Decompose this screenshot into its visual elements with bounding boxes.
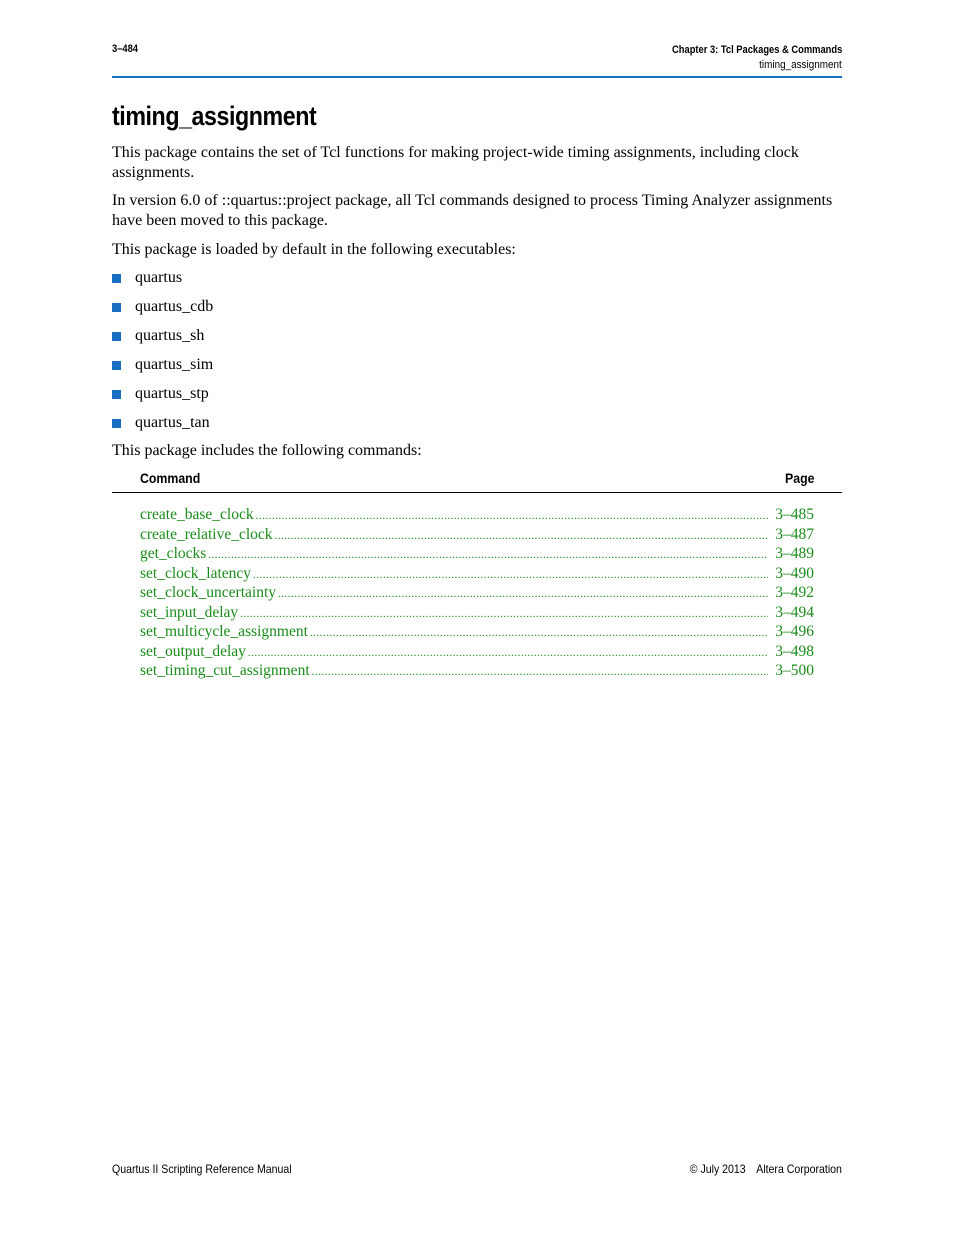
list-item-label: quartus (135, 269, 183, 286)
command-link[interactable]: get_clocks (140, 545, 207, 562)
intro-paragraph: This package contains the set of Tcl functions for making project-wide timing assignments, including clock assignments. (112, 144, 799, 181)
page-link[interactable]: 3–489 (775, 545, 814, 562)
command-link[interactable]: set_multicycle_assignment (140, 623, 308, 640)
table-row[interactable] (140, 564, 814, 584)
footer-company: Altera Corporation (756, 1162, 842, 1176)
list-item (112, 326, 204, 345)
command-link[interactable]: create_relative_clock (140, 525, 273, 543)
command-link[interactable]: set_clock_latency (140, 564, 252, 582)
footer-copyright (690, 1162, 842, 1176)
page-link[interactable]: 3–496 (775, 623, 814, 640)
list-item (112, 413, 210, 432)
table-row[interactable] (140, 544, 814, 564)
bullet-square-icon (112, 303, 121, 312)
page-number: 3–484 (112, 43, 139, 55)
command-link[interactable]: set_timing_cut_assignment (140, 662, 310, 679)
page-title: timing_assignment (112, 101, 317, 131)
list-item-label: quartus_cdb (135, 298, 214, 315)
footer-date: © July 2013 (689, 1162, 746, 1176)
page-link[interactable]: 3–500 (775, 662, 814, 679)
section-title: timing_assignment (759, 59, 842, 71)
bullet-square-icon (112, 332, 121, 341)
running-header (642, 43, 842, 73)
bullet-square-icon (112, 274, 121, 283)
column-header-command: Command (140, 470, 201, 486)
list-item-label: quartus_tan (135, 414, 210, 431)
bullet-square-icon (112, 361, 121, 370)
header-rule (112, 76, 842, 78)
command-link[interactable]: create_base_clock (140, 506, 254, 523)
list-item-label: quartus_stp (135, 385, 209, 402)
page-link[interactable]: 3–490 (775, 564, 814, 582)
page-link[interactable]: 3–487 (775, 525, 814, 543)
page-link[interactable]: 3–492 (775, 584, 814, 601)
table-header-rule (112, 492, 842, 493)
command-link[interactable]: set_clock_uncertainty (140, 584, 277, 601)
table-row[interactable] (140, 583, 814, 603)
table-row[interactable] (140, 525, 814, 545)
column-header-page: Page (784, 470, 814, 486)
list-item-label: quartus_sh (135, 327, 205, 344)
list-item (112, 355, 213, 374)
executables-intro: This package is loaded by default in the following executables: (112, 241, 516, 258)
table-row[interactable] (140, 505, 814, 525)
list-item (112, 384, 209, 403)
table-row[interactable] (140, 622, 814, 642)
command-link[interactable]: set_output_delay (140, 642, 246, 660)
footer-manual-title: Quartus II Scripting Reference Manual (112, 1162, 292, 1176)
list-item (112, 297, 213, 316)
table-row[interactable] (140, 661, 814, 681)
bullet-square-icon (112, 419, 121, 428)
commands-table (140, 505, 814, 681)
dot-leader (312, 663, 769, 683)
page-link[interactable]: 3–498 (775, 642, 814, 660)
commands-intro: This package includes the following commands: (112, 442, 422, 459)
table-row[interactable] (140, 642, 814, 662)
command-link[interactable]: set_input_delay (140, 603, 239, 621)
list-item (112, 268, 182, 287)
version-paragraph: In version 6.0 of ::quartus::project package, all Tcl commands designed to process Timing Analyzer assignments have been moved to this package. (112, 192, 833, 229)
page-link[interactable]: 3–494 (775, 603, 814, 621)
page-link[interactable]: 3–485 (775, 506, 814, 523)
bullet-square-icon (112, 390, 121, 399)
chapter-title: Chapter 3: Tcl Packages & Commands (671, 44, 842, 56)
table-row[interactable] (140, 603, 814, 623)
list-item-label: quartus_sim (135, 356, 214, 373)
